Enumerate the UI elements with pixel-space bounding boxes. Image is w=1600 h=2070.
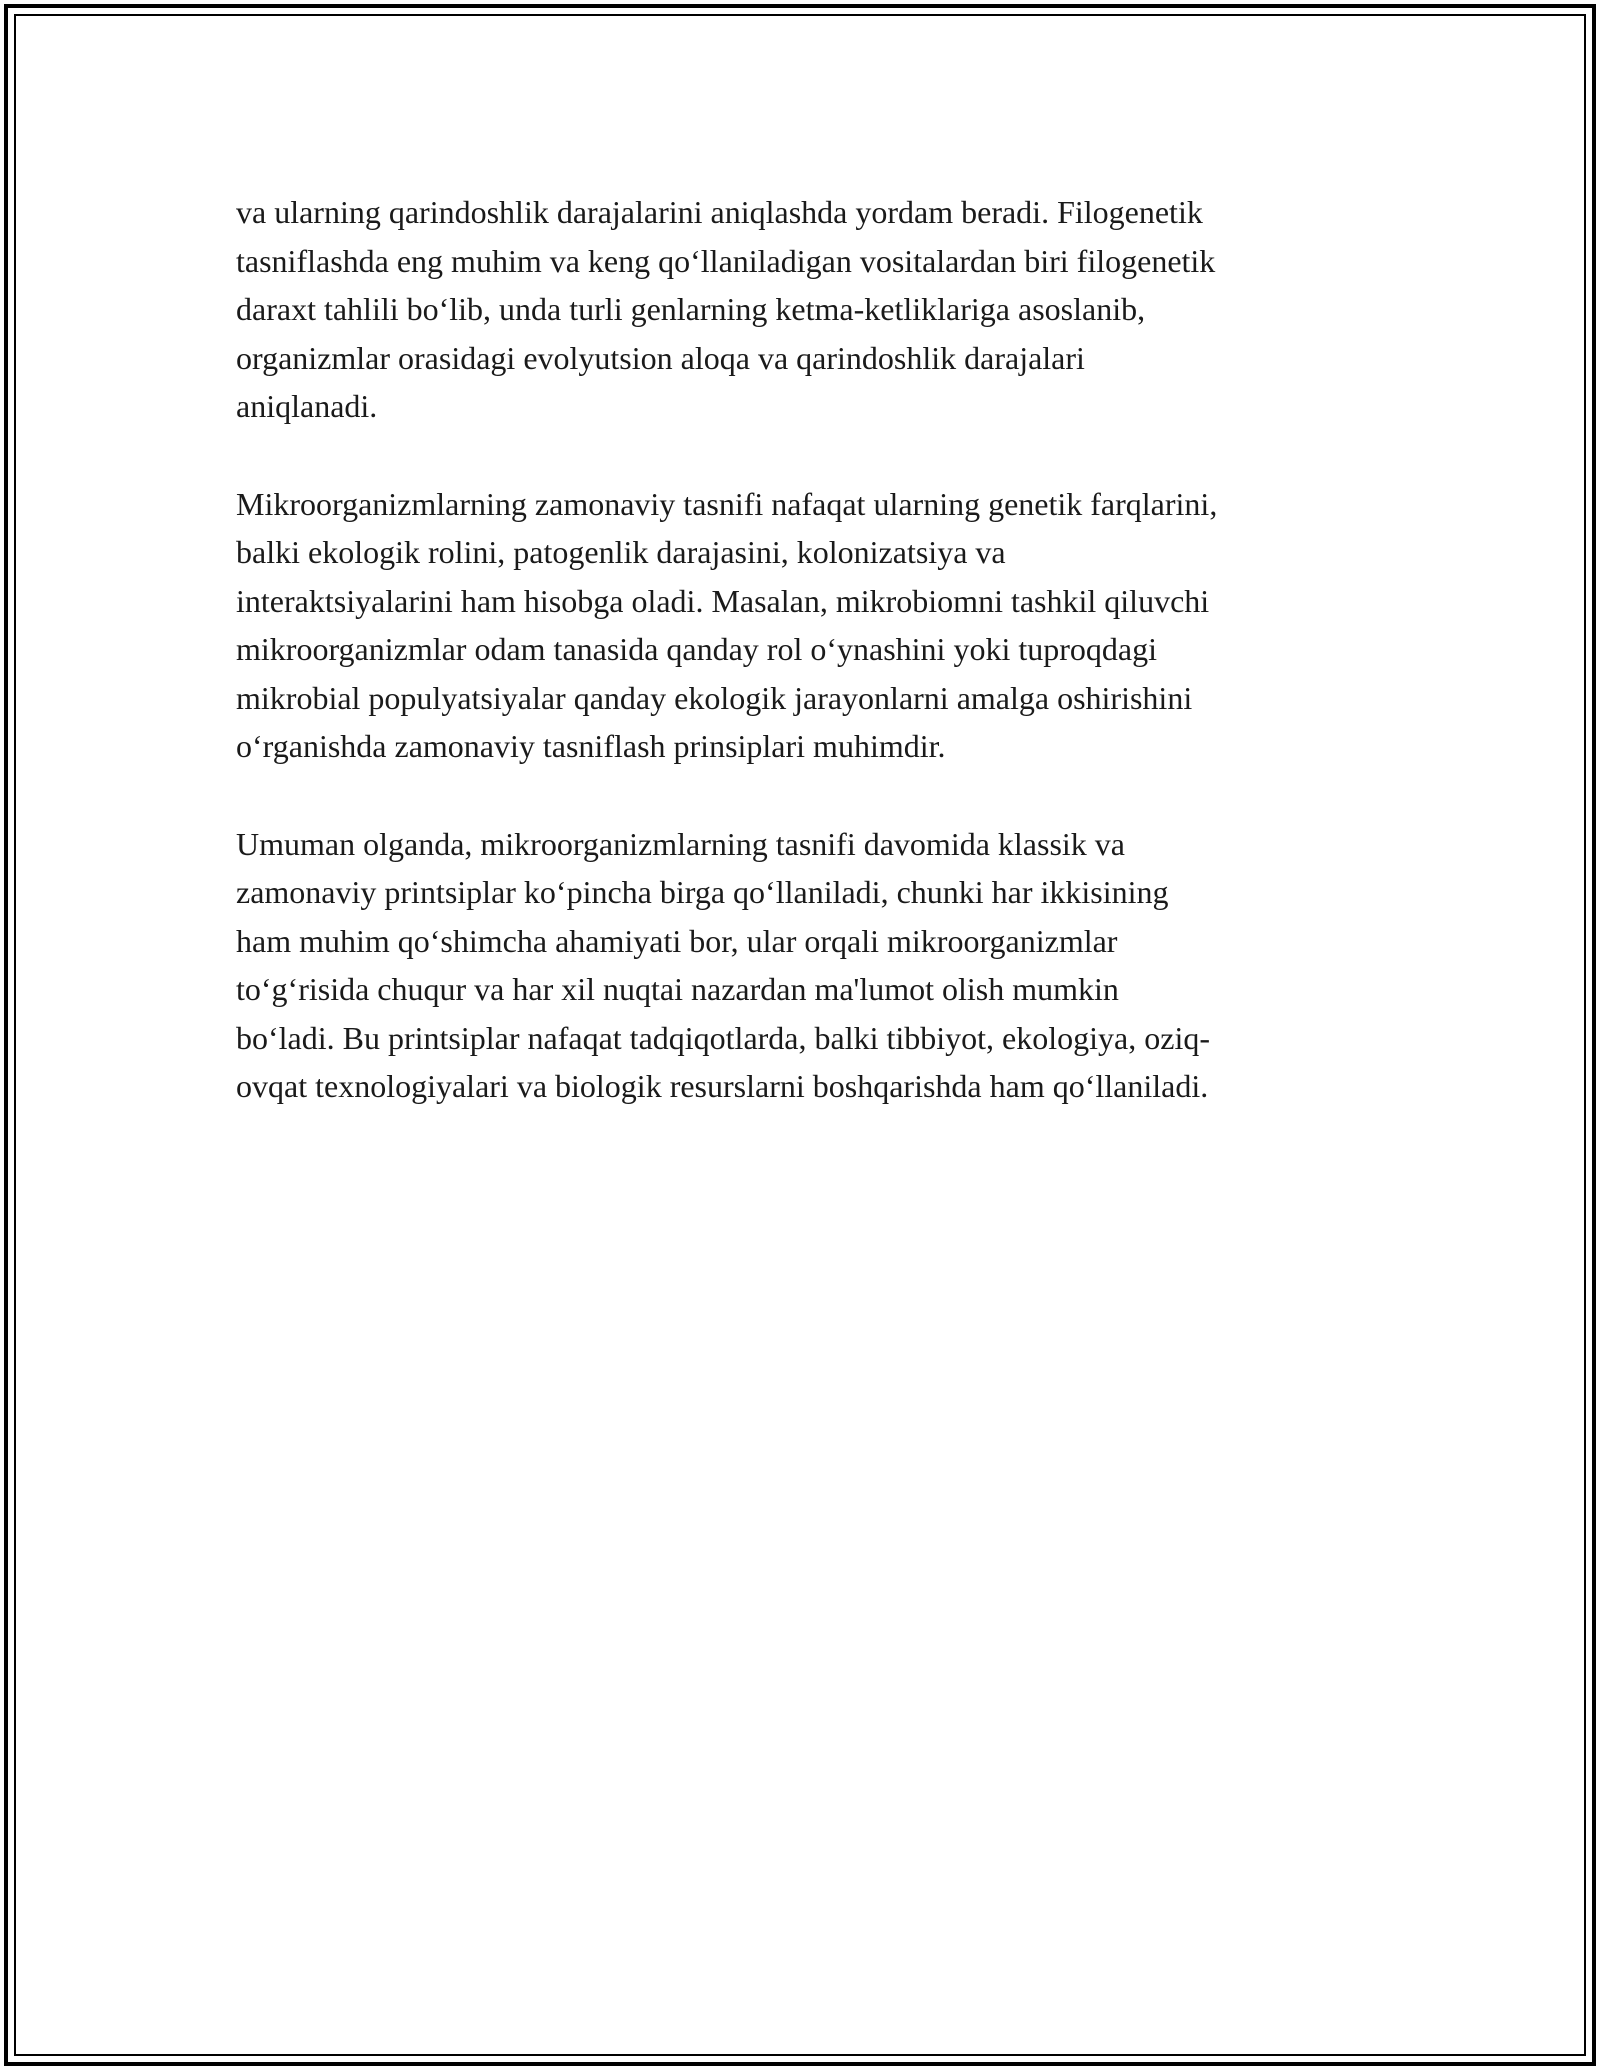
paragraph-3: Umuman olganda, mikroorganizmlarning tasnifi davomida klassik va zamonaviy printsiplar ko‘pincha birga qo‘llaniladi, chunki har ikkisining ham muhim qo‘shimcha ahamiyati bor, ular orqali mikroorganizmlar to‘g‘risida chuqur va har xil nuqtai nazardan ma'lumot olish mumkin bo‘ladi. Bu printsiplar nafaqat tadqiqotlarda, balki tibbiyot, ekologiya, oziq- ovqat texnologiyalari va biologik resurslarni boshqarishda ham qo‘llaniladi. <box>236 825 1210 1104</box>
paragraph-2: Mikroorganizmlarning zamonaviy tasnifi nafaqat ularning genetik farqlarini, balki ekologik rolini, patogenlik darajasini, kolonizatsiya va interaktsiyalarini ham hisobga oladi. Masalan, mikrobiomni tashkil qiluvchi mikroorganizmlar odam tanasida qanday rol o‘ynashini yoki tuproqdagi mikrobial populyatsiyalar qanday ekologik jarayonlarni amalga oshirishini o‘rganishda zamonaviy tasniflash prinsiplari muhimdir. <box>236 485 1218 764</box>
document-body <box>236 188 1376 1160</box>
paragraph-1: va ularning qarindoshlik darajalarini aniqlashda yordam beradi. Filogenetik tasniflashda eng muhim va keng qo‘llaniladigan vositalardan biri filogenetik daraxt tahlili bo‘lib, unda turli genlarning ketma-ketliklariga asoslanib, organizmlar orasidagi evolyutsion aloqa va qarindoshlik darajalari aniqlanadi. <box>236 194 1216 424</box>
